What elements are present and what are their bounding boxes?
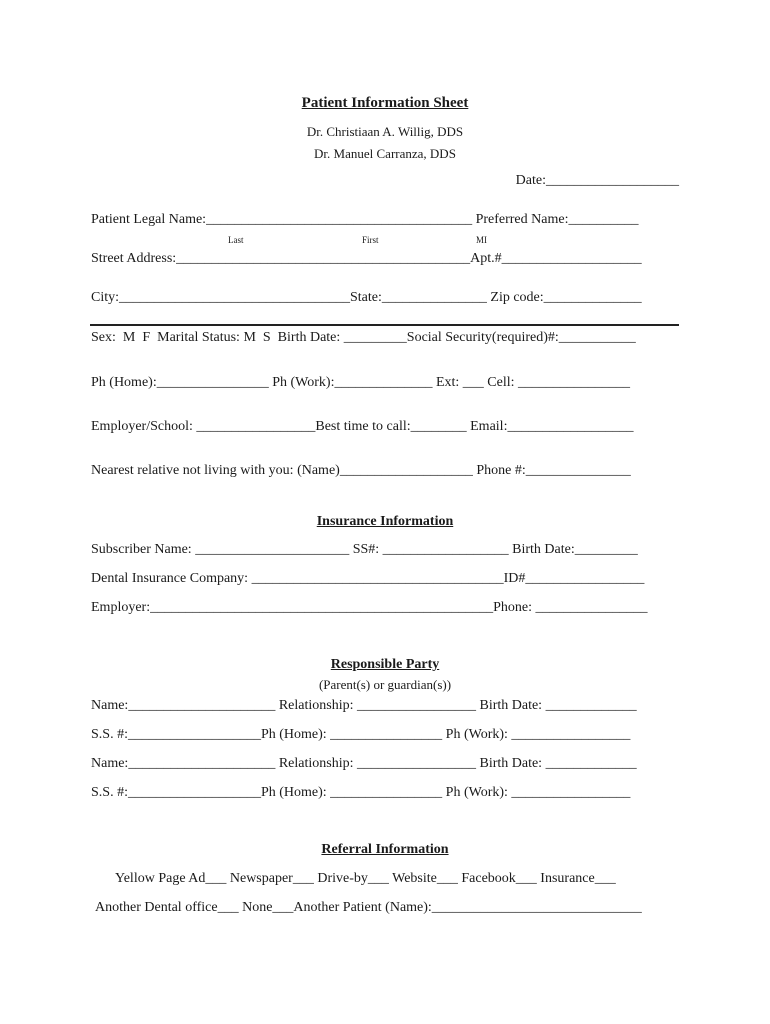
responsible-party-row[interactable]: S.S. #:___________________Ph (Home): ________________ Ph (Work): _________________ bbox=[91, 727, 631, 742]
responsible-party-subheading: (Parent(s) or guardian(s)) bbox=[318, 677, 452, 692]
referral-options[interactable]: Yellow Page Ad___ Newspaper___ Drive-by___ Website___ Facebook___ Insurance___ bbox=[115, 871, 616, 886]
responsible-party-row[interactable]: S.S. #:___________________Ph (Home): ________________ Ph (Work): _________________ bbox=[91, 785, 631, 800]
city-state-zip-field[interactable]: City:_________________________________State:_______________ Zip code:______________ bbox=[91, 290, 642, 305]
subscriber-field[interactable]: Subscriber Name: ______________________ SS#: __________________ Birth Date:_________ bbox=[91, 542, 638, 557]
doctor-name-1: Dr. Christiaan A. Willig, DDS bbox=[306, 124, 464, 139]
referral-other[interactable]: Another Dental office___ None___Another Patient (Name):______________________________ bbox=[95, 900, 642, 915]
patient-legal-name-field[interactable]: Patient Legal Name:______________________________________ Preferred Name:__________ bbox=[91, 212, 639, 227]
responsible-party-row[interactable]: Name:_____________________ Relationship: _________________ Birth Date: _____________ bbox=[91, 756, 637, 771]
date-field[interactable]: Date:___________________ bbox=[515, 173, 679, 188]
phone-numbers-field[interactable]: Ph (Home):________________ Ph (Work):______________ Ext: ___ Cell: ________________ bbox=[91, 375, 631, 390]
responsible-party-heading: Responsible Party bbox=[330, 657, 440, 672]
doctor-name-2: Dr. Manuel Carranza, DDS bbox=[314, 146, 456, 161]
last-name-label: Last bbox=[228, 235, 244, 245]
insurance-company-field[interactable]: Dental Insurance Company: ____________________________________ID#_________________ bbox=[91, 571, 645, 586]
referral-heading: Referral Information bbox=[321, 842, 449, 857]
first-name-label: First bbox=[362, 235, 379, 245]
employer-email-field[interactable]: Employer/School: _________________Best time to call:________ Email:__________________ bbox=[91, 419, 634, 434]
responsible-party-row[interactable]: Name:_____________________ Relationship: _________________ Birth Date: _____________ bbox=[91, 698, 637, 713]
insurance-heading: Insurance Information bbox=[316, 514, 454, 529]
sex-marital-birth-ssn-field[interactable]: Sex: M F Marital Status: M S Birth Date: _________Social Security(required)#:___________ bbox=[91, 330, 636, 345]
street-address-field[interactable]: Street Address:__________________________________________Apt.#____________________ bbox=[91, 251, 642, 266]
page-title: Patient Information Sheet bbox=[301, 95, 469, 111]
middle-initial-label: MI bbox=[476, 235, 487, 245]
section-divider bbox=[90, 324, 679, 326]
nearest-relative-field[interactable]: Nearest relative not living with you: (Name)___________________ Phone #:_______________ bbox=[91, 463, 631, 478]
insurance-employer-field[interactable]: Employer:_________________________________________________Phone: ________________ bbox=[91, 600, 648, 615]
